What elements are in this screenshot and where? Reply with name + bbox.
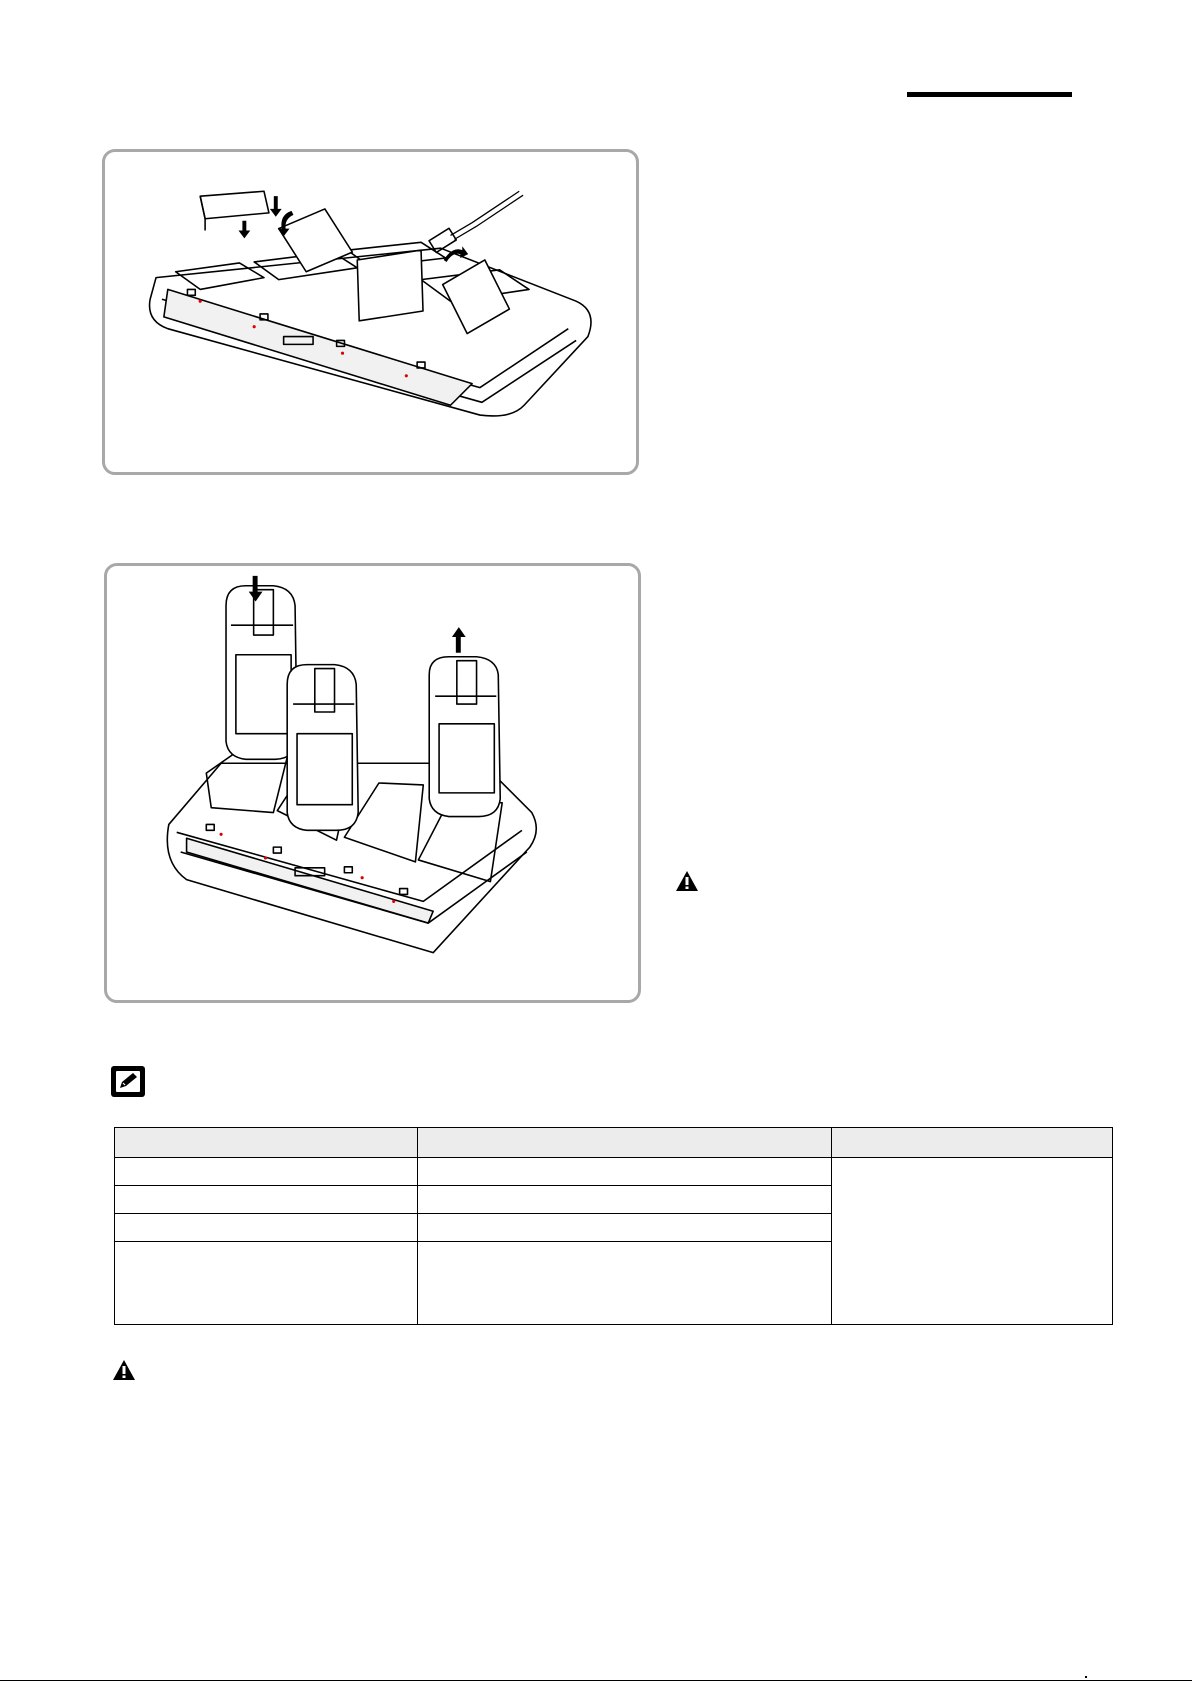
printer-charger-figure (104, 563, 641, 1003)
table-header-row (115, 1128, 1113, 1158)
table-cell (418, 1158, 832, 1186)
table-merged-cell (832, 1158, 1113, 1325)
table-row (115, 1158, 1113, 1186)
note-icon (111, 1066, 145, 1097)
printer-charger-illustration (107, 566, 638, 1000)
footer-rule (0, 1680, 1192, 1681)
battery-charger-figure (102, 149, 639, 475)
table-cell (115, 1214, 418, 1242)
table-cell (115, 1158, 418, 1186)
header-rule (907, 92, 1072, 97)
table-cell (115, 1242, 418, 1325)
table-cell (418, 1242, 832, 1325)
table-cell (418, 1214, 832, 1242)
warning-icon (112, 1359, 136, 1381)
table-header-cell (418, 1128, 832, 1158)
table-header-cell (115, 1128, 418, 1158)
table-cell (115, 1186, 418, 1214)
warning-icon (675, 870, 699, 892)
footer-mark (1085, 1676, 1087, 1678)
led-status-table (114, 1127, 1113, 1325)
table-cell (418, 1186, 832, 1214)
table-header-cell (832, 1128, 1113, 1158)
battery-charger-illustration (105, 152, 636, 472)
